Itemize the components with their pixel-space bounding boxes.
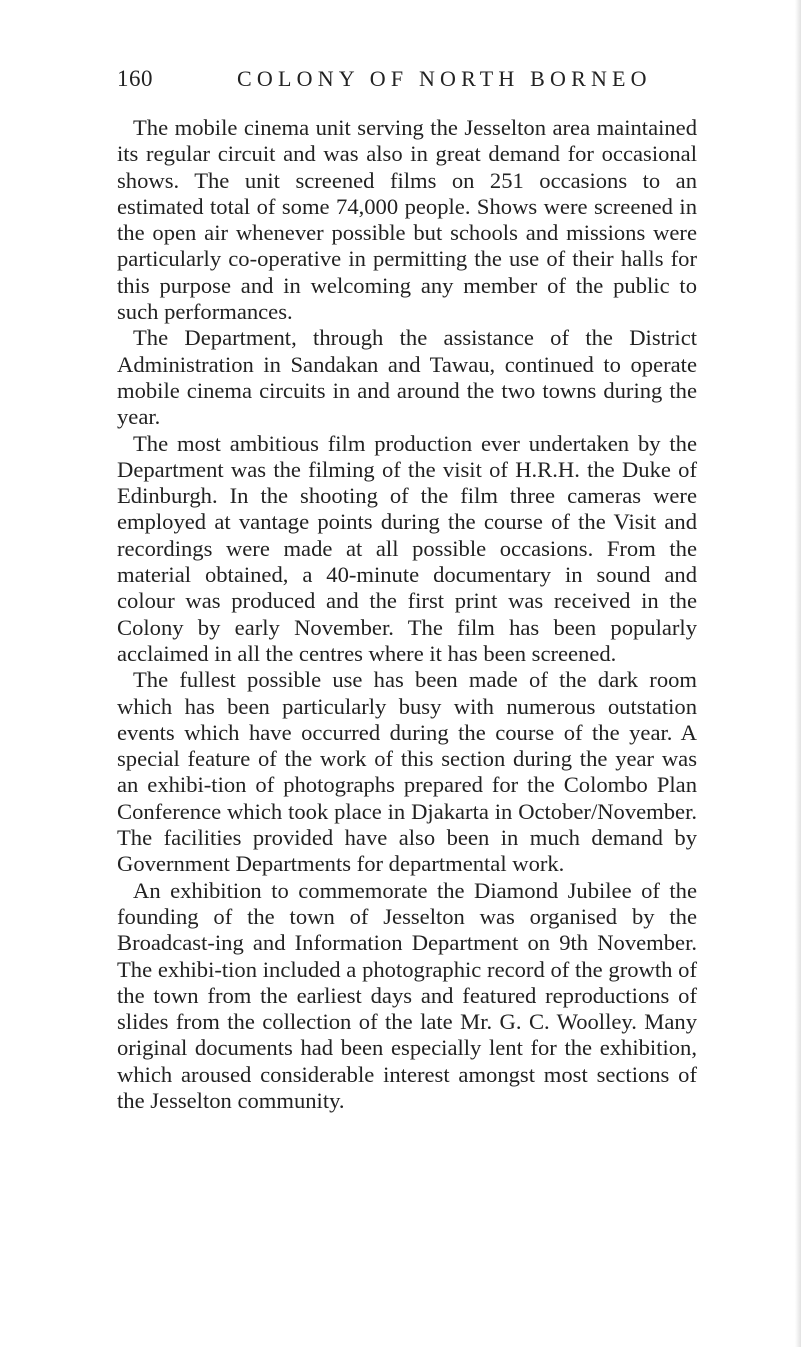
page-number: 160 — [117, 66, 153, 91]
running-title: COLONY OF NORTH BORNEO — [237, 66, 652, 91]
page-header — [117, 66, 697, 100]
page-edge-shadow — [795, 0, 801, 1347]
body-text — [117, 115, 697, 1114]
paragraph-diamond-jubilee-exhibition: An exhibition to commemorate the Diamond Jubilee of the founding of the town of Jesselton was organised by the Broadcast-ing and Information Department on 9th November. The exhibi-tion included a photographic record of the growth of the town from the earliest days and featured reproductions of slides from the collection of the late Mr. G. C. Woolley. Many original documents had been especially lent for the exhibition, which aroused considerable interest amongst most sections of the Jesselton community. — [117, 877, 697, 1113]
paragraph-sandakan-tawau-circuits: The Department, through the assistance of the District Administration in Sandakan and Tawau, continued to operate mobile cinema circuits in and around the two towns during the year. — [117, 325, 697, 430]
paragraph-dark-room: The fullest possible use has been made of the dark room which has been particularly busy with numerous outstation events which have occurred during the course of the year. A special feature of the work of this section during the year was an exhibi-tion of photographs prepared for the Colombo Plan Conference which took place in Djakarta in October/November. The facilities provided have also been in much demand by Government Departments for departmental work. — [117, 667, 697, 877]
paragraph-mobile-cinema-jesselton: The mobile cinema unit serving the Jesselton area maintained its regular circuit and was also in great demand for occasional shows. The unit screened films on 251 occasions to an estimated total of some 74,000 people. Shows were screened in the open air whenever possible but schools and missions were particularly co-operative in permitting the use of their halls for this purpose and in welcoming any member of the public to such performances. — [117, 115, 697, 325]
paragraph-film-production: The most ambitious film production ever undertaken by the Department was the filming of the visit of H.R.H. the Duke of Edinburgh. In the shooting of the film three cameras were employed at vantage points during the course of the Visit and recordings were made at all possible occasions. From the material obtained, a 40-minute documentary in sound and colour was produced and the first print was received in the Colony by early November. The film has been popularly acclaimed in all the centres where it has been screened. — [117, 430, 697, 666]
